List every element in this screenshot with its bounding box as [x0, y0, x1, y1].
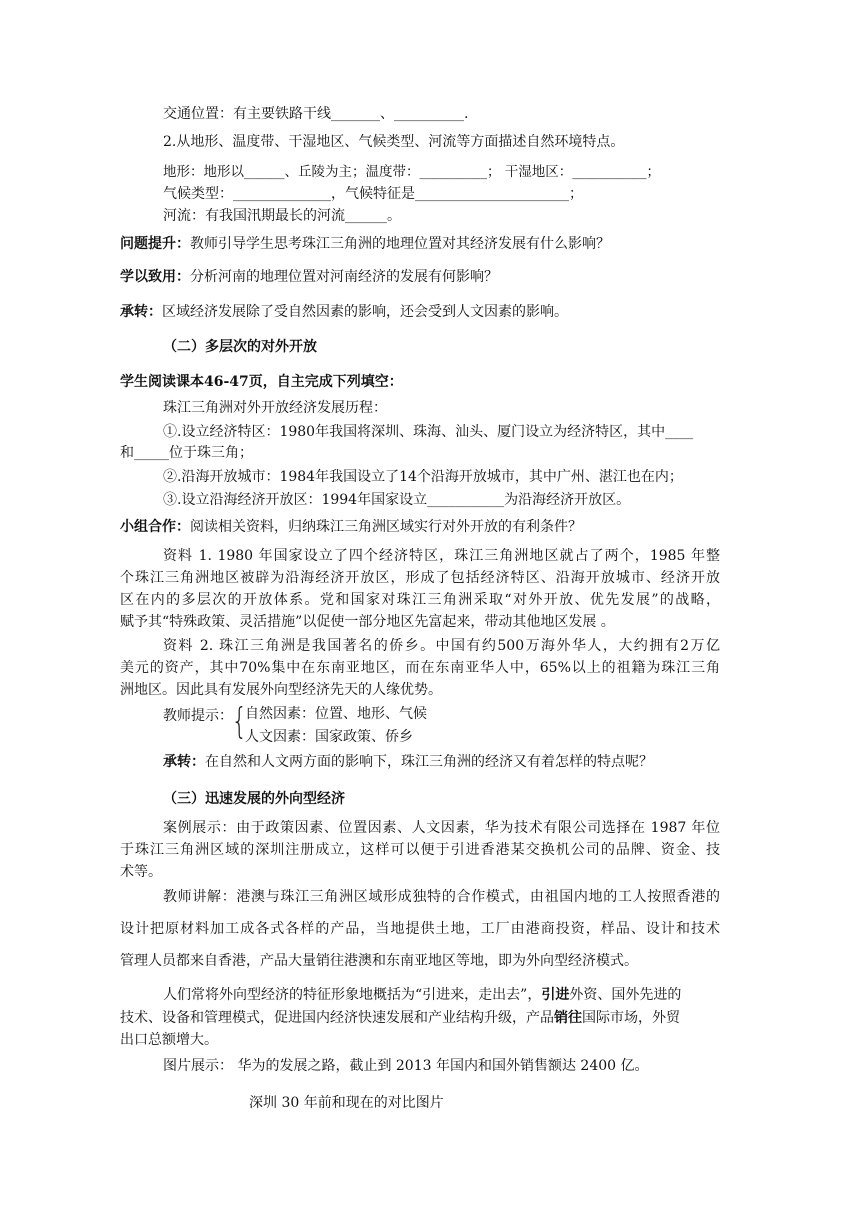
teacher-hint-label: 教师提示：: [163, 708, 233, 724]
picture-show-line: 图片展示： 华为的发展之路，截止到 2013 年国内和国外销售额达 2400 亿。: [163, 1058, 649, 1074]
hint-natural-factors: 自然因素：位置、地形、气候: [245, 706, 427, 722]
teacher-explain-line-1: 教师讲解：港澳与珠江三角洲区域形成独特的合作模式，由祖国内地的工人按照香港的: [163, 889, 720, 905]
hint-human-factors: 人文因素：国家政策、侨乡: [245, 729, 413, 745]
reading-task-heading: 学生阅读课本46-47页，自主完成下列填空：: [120, 374, 403, 390]
question-improve-line: [120, 234, 610, 254]
outward-economy-line-2: [120, 1008, 680, 1028]
transition-text-1: 区域经济发展除了受自然因素的影响，还会受到人文因素的影响。: [162, 304, 568, 320]
shenzhen-comparison-caption: 深圳 30 年前和现在的对比图片: [249, 1095, 444, 1111]
material-2-line-2: 美元的资产，其中70%集中在东南亚地区，而在东南亚华人中，65%以上的祖籍为珠江三角: [120, 660, 720, 676]
special-zone-line: ①.设立经济特区：1980年我国将深圳、珠海、汕头、厦门设立为经济特区，其中____: [163, 424, 694, 440]
group-work-heading: 小组合作：: [120, 519, 190, 535]
outward-text-2: 外资、国外先进的: [569, 987, 682, 1003]
river-line: 河流：有我国汛期最长的河流______。: [163, 208, 401, 224]
question-improve-heading: 问题提升：: [120, 236, 190, 252]
teacher-explain-line-2: 设计把原材料加工成各式各样的产品，当地提供土地，工厂由港商投资，样品、设计和技术: [120, 921, 720, 937]
coastal-zone-line: ③.设立沿海经济开放区：1994年国家设立___________为沿海经济开放区。: [163, 492, 631, 508]
terrain-line: 地形：地形以______、丘陵为主；温度带：__________； 干湿地区：___________；: [163, 164, 661, 180]
material-2-line-3: 洲地区。因此具有发展外向型经济先天的人缘优势。: [120, 682, 442, 698]
opening-history-intro: 珠江三角洲对外开放经济发展历程：: [163, 400, 387, 416]
climate-line: 气候类型：______________，气候特征是______________________；: [163, 186, 583, 202]
material-1-line-2: 个珠江三角洲地区被辟为沿海经济开放区，形成了包括经济特区、沿海开放城市、经济开放: [120, 570, 720, 586]
apply-learning-line: [120, 267, 498, 287]
case-line-3: 术等。: [120, 864, 162, 880]
outward-text-3: 技术、设备和管理模式，促进国内经济快速发展和产业结构升级，产品: [120, 1010, 554, 1026]
material-1-line-1: 资料 1. 1980 年国家设立了四个经济特区，珠江三角洲地区就占了两个，1985 年整: [163, 548, 720, 564]
material-1-line-3: 区在内的多层次的开放体系。党和国家对珠江三角洲采取“对外开放、优先发展”的战略，: [120, 592, 720, 608]
outward-economy-line-1: [163, 985, 681, 1005]
question-improve-text: 教师引导学生思考珠江三角洲的地理位置对其经济发展有什么影响？: [190, 236, 610, 252]
transition-line-2: [163, 752, 653, 772]
case-line-2: 于珠江三角洲区域的深圳注册成立，这样可以便于引进香港某交换机公司的品牌、资金、技: [120, 842, 720, 858]
material-1-line-4: 赋予其“特殊政策、灵活措施”以促使一部分地区先富起来，带动其他地区发展 。: [120, 614, 615, 630]
group-work-line: [120, 517, 582, 537]
traffic-location-line: 交通位置：有主要铁路干线_______、__________.: [163, 106, 469, 122]
group-work-text: 阅读相关资料，归纳珠江三角洲区域实行对外开放的有利条件？: [190, 519, 582, 535]
outward-text-1: 人们常将外向型经济的特征形象地概括为“引进来，走出去”，: [163, 987, 542, 1003]
apply-learning-heading: 学以致用：: [120, 269, 190, 285]
bring-in-emphasis: 引进: [541, 987, 570, 1003]
section-2-heading: （二）多层次的对外开放: [163, 339, 317, 355]
apply-learning-text: 分析河南的地理位置对河南经济的发展有何影响？: [190, 269, 498, 285]
coastal-city-line: ②.沿海开放城市：1984年我国设立了14个沿海开放城市，其中广州、湛江也在内；: [163, 469, 683, 485]
transition-line-1: [120, 302, 568, 322]
material-2-line-1: 资料 2. 珠江三角洲是我国著名的侨乡。中国有约500万海外华人，大约拥有2万亿: [163, 638, 720, 654]
transition-text-2: 在自然和人文两方面的影响下，珠江三角洲的经济又有着怎样的特点呢？: [205, 754, 653, 770]
brace-icon: {: [231, 701, 248, 742]
teacher-explain-line-3: 管理人员都来自香港，产品大量销往港澳和东南亚地区等地，即为外向型经济模式。: [120, 953, 638, 969]
transition-heading-2: 承转：: [163, 754, 205, 770]
transition-heading-1: 承转：: [120, 304, 162, 320]
outward-economy-line-3: 出口总额增大。: [120, 1032, 218, 1048]
special-zone-line-cont: 和_____位于珠三角；: [120, 445, 253, 461]
question-2-line: 2.从地形、温度带、干湿地区、气候类型、河流等方面描述自然环境特点。: [163, 134, 625, 150]
case-line-1: 案例展示：由于政策因素、位置因素、人文因素，华为技术有限公司选择在 1987 年位: [163, 820, 720, 836]
section-3-heading: （三）迅速发展的外向型经济: [163, 791, 345, 807]
sell-to-emphasis: 销往: [554, 1010, 582, 1026]
outward-text-4: 国际市场，外贸: [582, 1010, 680, 1026]
